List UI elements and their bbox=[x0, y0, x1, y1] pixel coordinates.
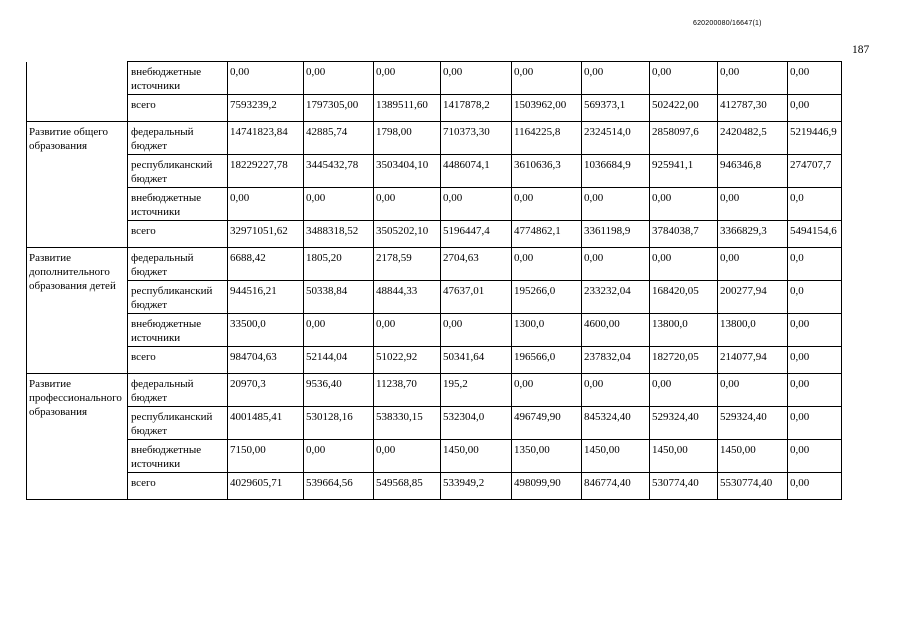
value-cell: 214077,94 bbox=[718, 347, 788, 374]
value-cell: 0,0 bbox=[788, 281, 842, 314]
value-cell: 7593239,2 bbox=[228, 95, 304, 122]
value-cell: 200277,94 bbox=[718, 281, 788, 314]
value-cell: 33500,0 bbox=[228, 314, 304, 347]
source-cell: внебюджетные источники bbox=[128, 440, 228, 473]
source-cell: внебюджетные источники bbox=[128, 188, 228, 221]
value-cell: 4486074,1 bbox=[441, 155, 512, 188]
table-row bbox=[27, 347, 842, 374]
value-cell: 2704,63 bbox=[441, 248, 512, 281]
table-row bbox=[27, 221, 842, 248]
value-cell: 0,00 bbox=[374, 314, 441, 347]
value-cell: 1350,00 bbox=[512, 440, 582, 473]
value-cell: 1300,0 bbox=[512, 314, 582, 347]
value-cell: 0,00 bbox=[718, 188, 788, 221]
value-cell: 1036684,9 bbox=[582, 155, 650, 188]
category-cell bbox=[27, 62, 128, 122]
value-cell: 52144,04 bbox=[304, 347, 374, 374]
source-cell: всего bbox=[128, 221, 228, 248]
table-row bbox=[27, 473, 842, 500]
value-cell: 925941,1 bbox=[650, 155, 718, 188]
source-cell: внебюджетные источники bbox=[128, 62, 228, 95]
value-cell: 1805,20 bbox=[304, 248, 374, 281]
value-cell: 4029605,71 bbox=[228, 473, 304, 500]
category-cell: Развитие дополнительного образования детей bbox=[27, 248, 128, 374]
value-cell: 0,00 bbox=[788, 374, 842, 407]
value-cell: 846774,40 bbox=[582, 473, 650, 500]
value-cell: 0,00 bbox=[788, 473, 842, 500]
value-cell: 0,00 bbox=[788, 347, 842, 374]
value-cell: 0,00 bbox=[304, 188, 374, 221]
source-cell: всего bbox=[128, 347, 228, 374]
table-row bbox=[27, 248, 842, 281]
value-cell: 533949,2 bbox=[441, 473, 512, 500]
value-cell: 233232,04 bbox=[582, 281, 650, 314]
value-cell: 0,00 bbox=[650, 188, 718, 221]
value-cell: 168420,05 bbox=[650, 281, 718, 314]
budget-table bbox=[26, 61, 842, 500]
value-cell: 51022,92 bbox=[374, 347, 441, 374]
value-cell: 538330,15 bbox=[374, 407, 441, 440]
value-cell: 944516,21 bbox=[228, 281, 304, 314]
value-cell: 412787,30 bbox=[718, 95, 788, 122]
table-row bbox=[27, 374, 842, 407]
value-cell: 0,00 bbox=[441, 314, 512, 347]
value-cell: 13800,0 bbox=[718, 314, 788, 347]
value-cell: 0,00 bbox=[374, 62, 441, 95]
value-cell: 1164225,8 bbox=[512, 122, 582, 155]
value-cell: 50338,84 bbox=[304, 281, 374, 314]
value-cell: 11238,70 bbox=[374, 374, 441, 407]
value-cell: 0,00 bbox=[304, 440, 374, 473]
value-cell: 3445432,78 bbox=[304, 155, 374, 188]
source-cell: республиканский бюджет bbox=[128, 155, 228, 188]
value-cell: 0,00 bbox=[582, 374, 650, 407]
value-cell: 569373,1 bbox=[582, 95, 650, 122]
value-cell: 0,00 bbox=[718, 62, 788, 95]
value-cell: 2324514,0 bbox=[582, 122, 650, 155]
value-cell: 2858097,6 bbox=[650, 122, 718, 155]
value-cell: 9536,40 bbox=[304, 374, 374, 407]
value-cell: 47637,01 bbox=[441, 281, 512, 314]
value-cell: 182720,05 bbox=[650, 347, 718, 374]
document-id: 620200080/16647(1) bbox=[693, 20, 762, 27]
value-cell: 0,00 bbox=[718, 248, 788, 281]
value-cell: 195,2 bbox=[441, 374, 512, 407]
value-cell: 18229227,78 bbox=[228, 155, 304, 188]
value-cell: 530128,16 bbox=[304, 407, 374, 440]
value-cell: 1450,00 bbox=[650, 440, 718, 473]
value-cell: 5196447,4 bbox=[441, 221, 512, 248]
value-cell: 0,00 bbox=[441, 188, 512, 221]
value-cell: 0,00 bbox=[512, 374, 582, 407]
value-cell: 496749,90 bbox=[512, 407, 582, 440]
value-cell: 0,00 bbox=[788, 440, 842, 473]
value-cell: 530774,40 bbox=[650, 473, 718, 500]
table-row bbox=[27, 314, 842, 347]
value-cell: 0,00 bbox=[788, 407, 842, 440]
value-cell: 3503404,10 bbox=[374, 155, 441, 188]
value-cell: 0,00 bbox=[650, 248, 718, 281]
value-cell: 0,00 bbox=[374, 440, 441, 473]
value-cell: 0,00 bbox=[304, 62, 374, 95]
value-cell: 0,00 bbox=[512, 62, 582, 95]
value-cell: 196566,0 bbox=[512, 347, 582, 374]
value-cell: 539664,56 bbox=[304, 473, 374, 500]
value-cell: 502422,00 bbox=[650, 95, 718, 122]
value-cell: 50341,64 bbox=[441, 347, 512, 374]
value-cell: 5494154,6 bbox=[788, 221, 842, 248]
value-cell: 1798,00 bbox=[374, 122, 441, 155]
source-cell: республиканский бюджет bbox=[128, 407, 228, 440]
source-cell: всего bbox=[128, 473, 228, 500]
value-cell: 0,00 bbox=[304, 314, 374, 347]
value-cell: 0,00 bbox=[374, 188, 441, 221]
value-cell: 0,00 bbox=[788, 95, 842, 122]
value-cell: 2178,59 bbox=[374, 248, 441, 281]
value-cell: 195266,0 bbox=[512, 281, 582, 314]
value-cell: 0,00 bbox=[512, 188, 582, 221]
value-cell: 20970,3 bbox=[228, 374, 304, 407]
value-cell: 0,00 bbox=[512, 248, 582, 281]
source-cell: всего bbox=[128, 95, 228, 122]
value-cell: 0,00 bbox=[582, 62, 650, 95]
value-cell: 0,00 bbox=[788, 314, 842, 347]
page-number: 187 bbox=[852, 44, 870, 56]
table-row bbox=[27, 440, 842, 473]
value-cell: 0,00 bbox=[788, 62, 842, 95]
value-cell: 42885,74 bbox=[304, 122, 374, 155]
table-row bbox=[27, 62, 842, 95]
table-row bbox=[27, 122, 842, 155]
value-cell: 3361198,9 bbox=[582, 221, 650, 248]
source-cell: внебюджетные источники bbox=[128, 314, 228, 347]
value-cell: 4774862,1 bbox=[512, 221, 582, 248]
value-cell: 529324,40 bbox=[718, 407, 788, 440]
table-body bbox=[27, 62, 842, 500]
table-row bbox=[27, 407, 842, 440]
value-cell: 1450,00 bbox=[718, 440, 788, 473]
source-cell: республиканский бюджет bbox=[128, 281, 228, 314]
value-cell: 3488318,52 bbox=[304, 221, 374, 248]
category-cell: Развитие общего образования bbox=[27, 122, 128, 248]
value-cell: 1389511,60 bbox=[374, 95, 441, 122]
value-cell: 6688,42 bbox=[228, 248, 304, 281]
value-cell: 237832,04 bbox=[582, 347, 650, 374]
value-cell: 0,00 bbox=[582, 248, 650, 281]
value-cell: 0,00 bbox=[718, 374, 788, 407]
value-cell: 1450,00 bbox=[441, 440, 512, 473]
value-cell: 498099,90 bbox=[512, 473, 582, 500]
source-cell: федеральный бюджет bbox=[128, 122, 228, 155]
value-cell: 1503962,00 bbox=[512, 95, 582, 122]
value-cell: 0,00 bbox=[650, 62, 718, 95]
value-cell: 1450,00 bbox=[582, 440, 650, 473]
value-cell: 274707,7 bbox=[788, 155, 842, 188]
value-cell: 14741823,84 bbox=[228, 122, 304, 155]
value-cell: 0,0 bbox=[788, 188, 842, 221]
value-cell: 0,00 bbox=[228, 188, 304, 221]
value-cell: 710373,30 bbox=[441, 122, 512, 155]
value-cell: 845324,40 bbox=[582, 407, 650, 440]
source-cell: федеральный бюджет bbox=[128, 374, 228, 407]
value-cell: 0,00 bbox=[650, 374, 718, 407]
value-cell: 946346,8 bbox=[718, 155, 788, 188]
value-cell: 7150,00 bbox=[228, 440, 304, 473]
value-cell: 0,00 bbox=[441, 62, 512, 95]
value-cell: 2420482,5 bbox=[718, 122, 788, 155]
value-cell: 1797305,00 bbox=[304, 95, 374, 122]
value-cell: 0,0 bbox=[788, 248, 842, 281]
category-cell: Развитие профессионального образования bbox=[27, 374, 128, 500]
value-cell: 3505202,10 bbox=[374, 221, 441, 248]
value-cell: 5530774,40 bbox=[718, 473, 788, 500]
value-cell: 3366829,3 bbox=[718, 221, 788, 248]
value-cell: 48844,33 bbox=[374, 281, 441, 314]
table-row bbox=[27, 281, 842, 314]
value-cell: 0,00 bbox=[228, 62, 304, 95]
value-cell: 529324,40 bbox=[650, 407, 718, 440]
value-cell: 549568,85 bbox=[374, 473, 441, 500]
value-cell: 4600,00 bbox=[582, 314, 650, 347]
value-cell: 1417878,2 bbox=[441, 95, 512, 122]
value-cell: 3610636,3 bbox=[512, 155, 582, 188]
value-cell: 532304,0 bbox=[441, 407, 512, 440]
table-row bbox=[27, 95, 842, 122]
value-cell: 4001485,41 bbox=[228, 407, 304, 440]
source-cell: федеральный бюджет bbox=[128, 248, 228, 281]
table-row bbox=[27, 188, 842, 221]
value-cell: 0,00 bbox=[582, 188, 650, 221]
value-cell: 3784038,7 bbox=[650, 221, 718, 248]
value-cell: 5219446,9 bbox=[788, 122, 842, 155]
value-cell: 32971051,62 bbox=[228, 221, 304, 248]
table-row bbox=[27, 155, 842, 188]
value-cell: 13800,0 bbox=[650, 314, 718, 347]
value-cell: 984704,63 bbox=[228, 347, 304, 374]
